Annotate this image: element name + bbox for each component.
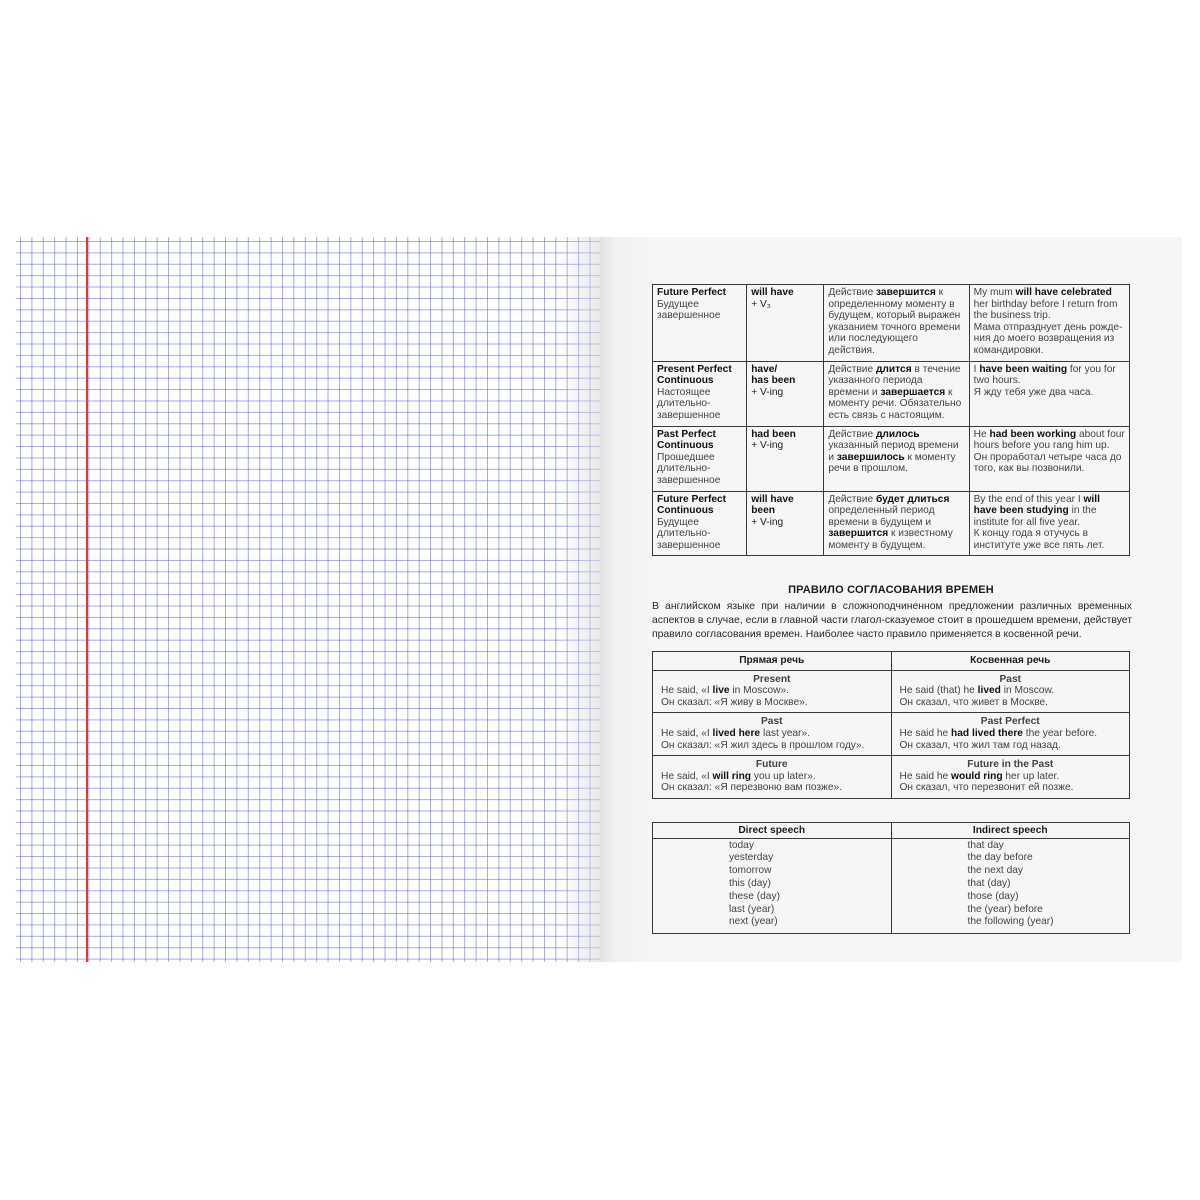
tense-name-cell (653, 426, 747, 491)
direct-word: today (729, 839, 754, 851)
tense-meaning-cell (824, 491, 969, 556)
indirect-word: those (day) (967, 890, 1019, 902)
indirect-speech-cell (891, 670, 1130, 713)
tense-row (653, 491, 1130, 556)
meaning-part: Действие (828, 493, 876, 505)
example-part: He said, «I (661, 727, 713, 739)
example-part: lived (977, 685, 1001, 697)
tense-row (653, 426, 1130, 491)
tense-meaning-cell (824, 361, 969, 426)
example-part: He (973, 428, 990, 440)
indirect-example-en (900, 728, 1122, 740)
meaning-part: определенный период времени в будущем и (828, 505, 935, 528)
direct-speech-cell (653, 713, 892, 756)
meaning-part: Действие (828, 428, 876, 440)
example-part: My mum (973, 287, 1016, 298)
tense-example-cell (969, 491, 1129, 556)
tense-formula-cell (747, 491, 824, 556)
tense-name-ru: завершенное (657, 539, 721, 551)
header-indirect: Косвенная речь (891, 652, 1130, 671)
direct-tense-label: Present (753, 673, 791, 685)
tense-example-cell (969, 426, 1129, 491)
example-translation: К концу года я отучусь в институте уже все пять лет. (973, 528, 1105, 551)
example-part: live (712, 685, 730, 697)
tense-name-ru: Прошедшее (657, 451, 715, 463)
meaning-part: будет длиться (875, 493, 950, 505)
indirect-speech-cell (891, 713, 1130, 756)
meaning-part: завершится (875, 287, 936, 298)
direct-example-ru: Он сказал: «Я перезвоню вам позже». (661, 782, 843, 794)
formula-part: has been (751, 375, 796, 387)
tense-name-ru: длительно- (657, 463, 711, 475)
formula-part: + V-ing (751, 516, 784, 528)
meaning-part: указанный период времени и (828, 440, 959, 463)
example-part: for you for two hours. (973, 363, 1116, 387)
example-part: last year». (760, 727, 810, 739)
direct-speech-cell (653, 756, 892, 799)
formula-part: will have (751, 287, 794, 298)
indirect-example-ru: Он сказал, что перезвонит ей позже. (899, 782, 1074, 794)
indirect-word: that (day) (967, 877, 1011, 889)
indirect-tense-label: Future in the Past (967, 759, 1054, 771)
tense-name: Past Perfect Continuous (657, 428, 716, 452)
example-part: will have celebrated (1015, 287, 1112, 298)
example-part: He said, «I (661, 770, 713, 782)
meaning-part: в течение указанного периода времени и (828, 363, 961, 398)
meaning-part: к моменту речи в прошлом. (828, 451, 956, 475)
example-part: had been working (989, 428, 1077, 440)
indirect-word: the next day (967, 865, 1024, 877)
example-part: you up later». (751, 770, 816, 782)
indirect-tense-label: Past (999, 673, 1022, 685)
indirect-words (891, 838, 1130, 934)
example-part: He said, «I (661, 685, 713, 697)
rule-text: В английском языке при наличии в сложноподчиненном предложении различных временных аспектов в случае, если в главной части глагол-сказуемое стоит в прошедшем времени, действует правило согласования времен. Наиболее часто правило применяется в косвенной речи. (652, 601, 1132, 641)
example-translation: Я жду тебя уже два часа. (973, 386, 1094, 398)
tense-example-cell (969, 361, 1129, 426)
example-part: I (973, 363, 980, 375)
direct-word: yesterday (729, 852, 774, 864)
direct-speech-cell (653, 670, 892, 713)
tense-example-cell (969, 285, 1129, 362)
tense-name-cell (653, 361, 747, 426)
tense-name-ru: длительно- (657, 398, 711, 410)
tense-name: Present Perfect Continuous (657, 363, 732, 387)
formula-part: + V₃ (751, 298, 771, 310)
example-part: her birthday before I return from the business trip. (973, 298, 1118, 322)
words-table (652, 822, 1130, 934)
direct-example-en (661, 771, 883, 783)
tense-name-ru: завершенное (657, 474, 721, 486)
formula-part: had been (751, 428, 796, 440)
speech-table (652, 651, 1130, 799)
direct-word: this (day) (729, 877, 771, 889)
indirect-example-ru: Он сказал, что жил там год назад. (899, 739, 1061, 751)
rule-title: ПРАВИЛО СОГЛАСОВАНИЯ ВРЕМЕН (788, 584, 994, 596)
tense-formula-cell (747, 285, 824, 362)
meaning-part: к известному моменту в будущем. (828, 528, 953, 551)
direct-example-en (661, 728, 883, 740)
tense-name-ru: длительно- (657, 528, 711, 540)
indirect-word: the (year) before (967, 903, 1043, 915)
tense-meaning-cell (824, 426, 969, 491)
tense-name-cell (653, 285, 747, 362)
indirect-tense-label: Past Perfect (980, 716, 1040, 728)
header-direct-speech: Direct speech (653, 823, 892, 839)
formula-part: + V-ing (751, 386, 784, 398)
meaning-part: Действие (828, 363, 876, 375)
example-part: her up later. (1002, 770, 1060, 782)
example-part: He said he (899, 727, 952, 739)
speech-row (653, 713, 1130, 756)
example-translation: Он проработал четыре часа до того, как вы позвонили. (973, 451, 1122, 475)
tense-name-ru: завершенное (657, 310, 721, 322)
tense-meaning-cell (824, 285, 969, 362)
tense-formula-cell (747, 361, 824, 426)
tense-row (653, 285, 1130, 362)
example-part: about four hours before you rang him up. (973, 428, 1125, 452)
direct-word: these (day) (729, 890, 780, 902)
tense-name-ru: завершенное (657, 409, 721, 421)
formula-part: will have been (751, 493, 794, 517)
direct-example-en (661, 685, 883, 697)
example-part: He said (that) he (899, 685, 978, 697)
direct-word: next (year) (729, 916, 778, 928)
speech-row (653, 670, 1130, 713)
header-indirect-speech: Indirect speech (891, 823, 1130, 839)
direct-word: last (year) (729, 903, 775, 915)
meaning-part: Действие (828, 287, 876, 298)
tense-table (652, 284, 1130, 556)
tense-row (653, 361, 1130, 426)
direct-tense-label: Future (755, 759, 788, 771)
indirect-word: the day before (967, 852, 1033, 864)
meaning-part: завершается (880, 386, 946, 398)
direct-tense-label: Past (760, 716, 783, 728)
speech-row (653, 756, 1130, 799)
meaning-part: длилось (875, 428, 920, 440)
example-part: By the end of this year I (973, 493, 1084, 505)
grid-page (16, 237, 600, 962)
example-part: had lived there (951, 727, 1023, 739)
example-part: He said he (899, 770, 952, 782)
tense-name: Future Perfect (657, 287, 727, 298)
example-part: in the institute for all five year. (973, 505, 1097, 528)
example-translation: Мама отпразднует день рожде-ния до моего возвращения из командировки. (973, 321, 1123, 356)
indirect-example-en (900, 771, 1122, 783)
header-direct: Прямая речь (653, 652, 892, 671)
meaning-part: к моменту речи. Обязательно есть связь с настоящим. (828, 386, 962, 421)
example-part: in Moscow». (729, 685, 789, 697)
indirect-word: that day (967, 839, 1004, 851)
indirect-speech-cell (891, 756, 1130, 799)
tense-formula-cell (747, 426, 824, 491)
meaning-part: завершится (828, 528, 889, 540)
formula-part: have/ (751, 363, 778, 375)
meaning-part: завершилось (836, 451, 905, 463)
indirect-word: the following (year) (967, 916, 1054, 928)
meaning-part: длится (875, 363, 912, 375)
direct-example-ru: Он сказал: «Я жил здесь в прошлом году». (661, 739, 865, 751)
example-part: in Moscow. (1000, 685, 1055, 697)
tense-name-ru: Настоящее (657, 386, 711, 398)
direct-words (653, 838, 892, 934)
direct-word: tomorrow (729, 865, 772, 877)
indirect-example-ru: Он сказал, что живет в Москве. (899, 696, 1048, 708)
formula-part: + V-ing (751, 440, 784, 452)
example-part: would ring (951, 770, 1003, 782)
example-part: the year before. (1022, 727, 1098, 739)
example-part: lived here (712, 727, 761, 739)
tense-name-ru: Будущее (657, 298, 699, 310)
tense-name: Future Perfect Continuous (657, 493, 727, 517)
tense-name-cell (653, 491, 747, 556)
example-part: have been waiting (979, 363, 1068, 375)
example-part: will have been studying (973, 493, 1100, 517)
margin-line (86, 237, 88, 962)
example-part: will ring (712, 770, 752, 782)
tense-name-ru: Будущее (657, 516, 699, 528)
meaning-part: к определенному моменту в будущем, который выражен указанием точного времени или последующего действия. (828, 287, 961, 356)
indirect-example-en (900, 685, 1122, 697)
direct-example-ru: Он сказал: «Я живу в Москве». (661, 696, 808, 708)
